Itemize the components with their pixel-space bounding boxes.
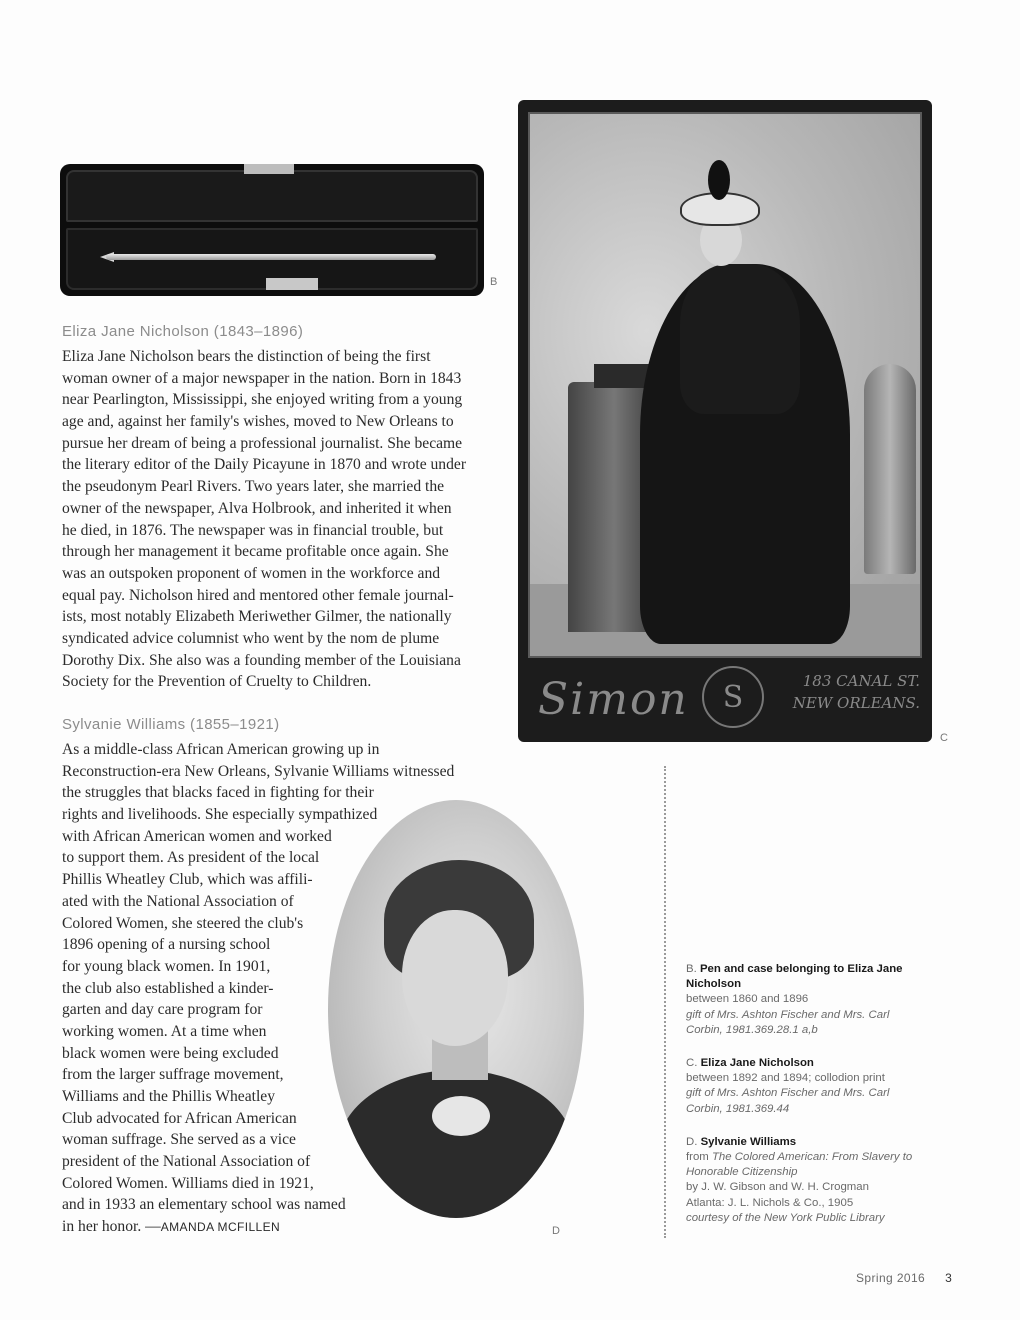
body-line: Eliza Jane Nicholson bears the distinction of being the first xyxy=(62,348,431,365)
issue-label: Spring 2016 xyxy=(856,1271,926,1285)
body-line: was an outspoken proponent of women in the workforce and xyxy=(62,564,441,582)
figure-c-letter: C xyxy=(940,732,948,744)
body-line: working women. At a time when xyxy=(62,1022,267,1040)
studio-address-street: 183 CANAL ST. xyxy=(802,672,920,690)
body-line: the literary editor of the Daily Picayune in 1870 and wrote under xyxy=(62,456,467,474)
body-line: ists, most notably Elizabeth Meriwether Gilmer, the nationally xyxy=(62,608,452,626)
caption-credit: courtesy of the New York Public Library xyxy=(686,1211,885,1224)
body-line: syndicated advice columnist who went by the nom de plume xyxy=(62,629,440,647)
body-line: Williams and the Phillis Wheatley xyxy=(62,1088,276,1105)
article-heading-nicholson: Eliza Jane Nicholson (1843–1896) xyxy=(62,323,304,340)
body-line: to support them. As president of the local xyxy=(62,849,320,867)
body-line: ated with the National Association of xyxy=(62,892,294,910)
figure-d-letter: D xyxy=(552,1225,560,1237)
caption-d xyxy=(686,1135,926,1226)
case-clasp-top xyxy=(244,164,294,174)
case-lid xyxy=(66,170,478,222)
body-line: Phillis Wheatley Club, which was affili- xyxy=(62,871,313,889)
body-line: woman suffrage. She served as a vice xyxy=(62,1131,296,1149)
body-line: woman owner of a major newspaper in the nation. Born in 1843 xyxy=(62,369,462,387)
caption-authors: by J. W. Gibson and W. H. Crogman xyxy=(686,1181,869,1194)
carved-chair xyxy=(864,364,916,574)
studio-address xyxy=(790,670,920,714)
body-line: for young black women. In 1901, xyxy=(62,957,271,975)
studio-address-city: NEW ORLEANS. xyxy=(792,694,920,712)
article-body-williams xyxy=(62,739,482,1238)
body-last-line xyxy=(62,1216,482,1238)
body-line: Colored Women, she steered the club's xyxy=(62,914,304,932)
caption-c xyxy=(686,1056,926,1117)
body-line: president of the National Association of xyxy=(62,1153,311,1171)
article-heading-williams: Sylvanie Williams (1855–1921) xyxy=(62,716,280,733)
caption-from: from xyxy=(686,1151,709,1164)
body-line: the pseudonym Pearl Rivers. Two years later, she married the xyxy=(62,478,445,496)
photo-frame xyxy=(528,112,922,658)
body-line: and in 1933 an elementary school was named xyxy=(62,1196,346,1214)
cabinet-card-photo xyxy=(518,100,932,742)
caption-date: between 1892 and 1894; collodion print xyxy=(686,1072,885,1085)
pen-case-photo xyxy=(60,164,484,296)
body-line: pursue her dream of being a professional journalist. She became xyxy=(62,434,463,452)
body-line: near Pearlington, Mississippi, she enjoyed writing from a young xyxy=(62,391,463,409)
body-line: he died, in 1876. The newspaper was in financial trouble, but xyxy=(62,521,444,539)
page-footer xyxy=(856,1271,952,1285)
caption-date: between 1860 and 1896 xyxy=(686,993,809,1006)
body-line: owner of the newspaper, Alva Holbrook, and inherited it when xyxy=(62,499,452,517)
caption-credit: gift of Mrs. Ashton Fischer and Mrs. Carl Corbin, 1981.369.44 xyxy=(686,1087,890,1115)
body-line: 1896 opening of a nursing school xyxy=(62,936,271,954)
studio-logo: Simon xyxy=(538,674,689,725)
body-last-line-text: in her honor. — xyxy=(62,1218,161,1236)
body-line: garten and day care program for xyxy=(62,1001,263,1019)
body-line: Dorothy Dix. She also was a founding member of the Louisiana xyxy=(62,651,461,669)
body-line: black women were being excluded xyxy=(62,1044,279,1062)
caption-title: Eliza Jane Nicholson xyxy=(700,1057,814,1070)
caption-column xyxy=(686,962,926,1244)
caption-publisher: Atlanta: J. L. Nichols & Co., 1905 xyxy=(686,1196,854,1209)
body-line: rights and livelihoods. She especially sympathized xyxy=(62,806,378,824)
caption-label: C. xyxy=(686,1057,698,1070)
article-body-nicholson xyxy=(62,346,492,693)
body-line: Colored Women. Williams died in 1921, xyxy=(62,1174,314,1192)
caption-label: D. xyxy=(686,1135,698,1148)
body-line: Reconstruction-era New Orleans, Sylvanie Williams witnessed xyxy=(62,762,455,780)
hat-plume xyxy=(708,160,730,200)
caption-title: Sylvanie Williams xyxy=(700,1135,797,1148)
woman-bodice xyxy=(680,264,800,414)
caption-title: Pen and case belonging to Eliza Jane Nicholson xyxy=(686,963,903,991)
caption-book-title: The Colored American: From Slavery to Honorable Citizenship xyxy=(686,1151,913,1179)
body-line: equal pay. Nicholson hired and mentored other female journal- xyxy=(62,586,454,604)
page-number: 3 xyxy=(945,1271,953,1285)
caption-b xyxy=(686,962,926,1038)
pen-shaft xyxy=(106,254,436,260)
case-clasp-bottom xyxy=(266,278,318,290)
body-line: with African American women and worked xyxy=(62,827,332,845)
author-signature: AMANDA MCFILLEN xyxy=(160,1220,281,1235)
body-line: age and, against her family's wishes, moved to New Orleans to xyxy=(62,413,454,431)
body-line: As a middle-class African American growing up in xyxy=(62,741,380,758)
body-line: through her management it became profitable once again. She xyxy=(62,543,449,561)
caption-divider xyxy=(664,766,666,1238)
figure-b-letter: B xyxy=(490,276,498,288)
body-line: from the larger suffrage movement, xyxy=(62,1066,284,1084)
body-line: Club advocated for African American xyxy=(62,1109,297,1127)
body-line: the struggles that blacks faced in fighting for their xyxy=(62,784,374,802)
studio-monogram: S xyxy=(702,666,764,728)
body-line: Society for the Prevention of Cruelty to Children. xyxy=(62,673,372,691)
caption-label: B. xyxy=(686,963,697,975)
caption-credit: gift of Mrs. Ashton Fischer and Mrs. Carl Corbin, 1981.369.28.1 a,b xyxy=(686,1008,890,1036)
body-line: the club also established a kinder- xyxy=(62,979,274,997)
